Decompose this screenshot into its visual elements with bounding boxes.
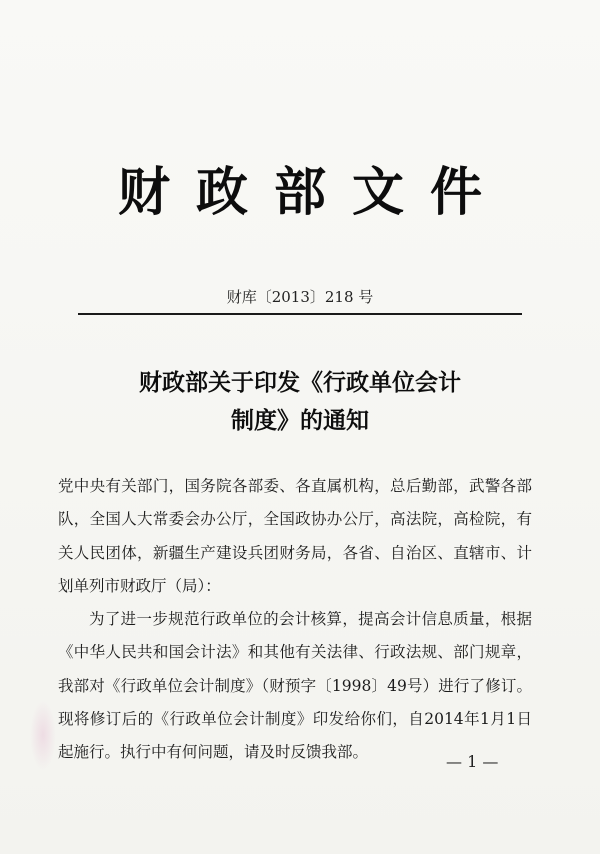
- notice-body: [58, 470, 532, 770]
- document-header-title: 财政部文件: [117, 162, 508, 223]
- notice-title-line-1: 财政部关于印发《行政单位会计: [139, 369, 461, 396]
- notice-title: [0, 364, 600, 440]
- notice-title-line-2: 制度》的通知: [231, 407, 369, 434]
- page-number: — 1 —: [446, 752, 499, 771]
- body-paragraph: 为了进一步规范行政单位的会计核算，提高会计信息质量，根据《中华人民共和国会计法》和其他有关法律、行政法规、部门规章，我部对《行政单位会计制度》（财预字〔1998〕49号）进行了修订。现将修订后的《行政单位会计制度》印发给你们，自2014年1月1日起施行。执行中有何问题，请及时反馈我部。: [58, 610, 532, 762]
- addressee-paragraph: 党中央有关部门，国务院各部委、各直属机构，总后勤部，武警各部队，全国人大常委会办公厅，全国政协办公厅，高法院，高检院，有关人民团体，新疆生产建设兵团财务局，各省、自治区、直辖市、计划单列市财政厅（局）：: [58, 477, 532, 595]
- document-number: 财库〔2013〕218 号: [226, 288, 374, 306]
- paper-stain: [30, 700, 56, 770]
- header-divider: [78, 313, 522, 315]
